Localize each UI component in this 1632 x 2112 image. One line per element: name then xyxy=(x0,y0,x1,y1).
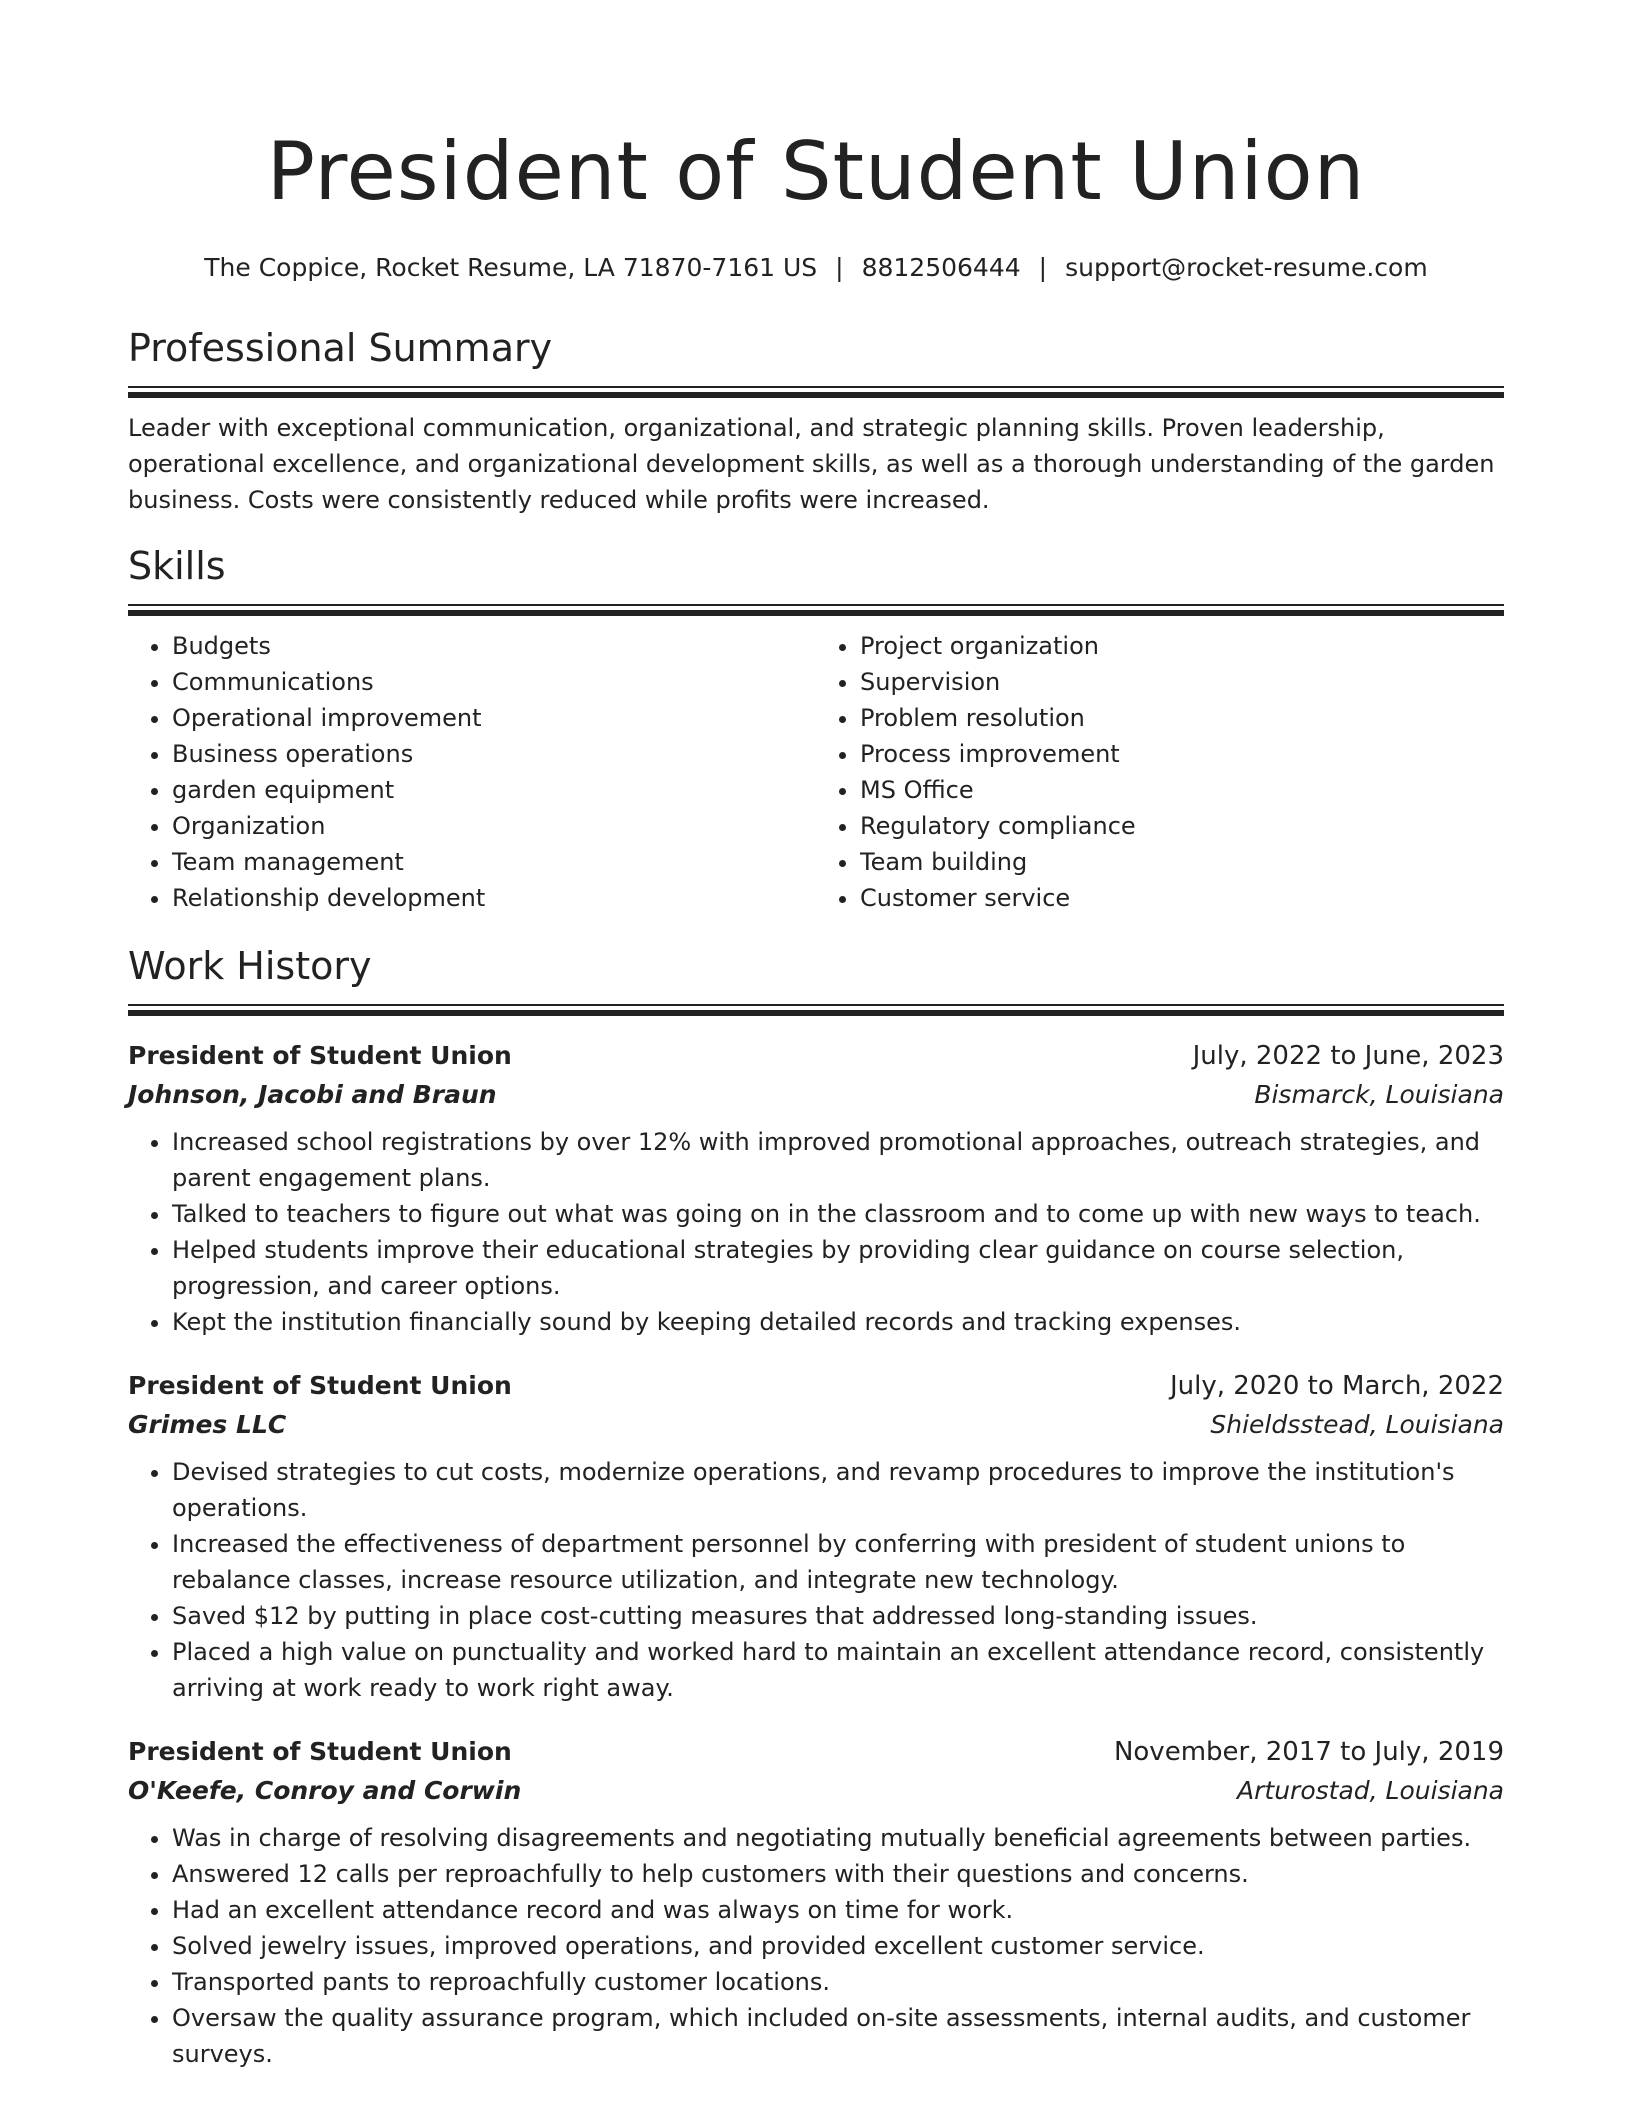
skill-item: • Business operations xyxy=(172,736,816,772)
job-header-row xyxy=(128,1036,1504,1076)
skill-item: • Team management xyxy=(172,844,816,880)
skill-item: • Process improvement xyxy=(860,736,1504,772)
skill-item: • Project organization xyxy=(860,628,1504,664)
job-bullet: • Increased the effectiveness of department personnel by conferring with president of student unions to rebalance classes, increase resource utilization, and integrate new technology. xyxy=(172,1526,1504,1598)
skill-item: • Supervision xyxy=(860,664,1504,700)
skill-item: • Team building xyxy=(860,844,1504,880)
professional-summary-section xyxy=(128,324,1504,518)
skill-item: • garden equipment xyxy=(172,772,816,808)
job-bullet: • Was in charge of resolving disagreements and negotiating mutually beneficial agreements between parties. xyxy=(172,1820,1504,1856)
contact-email: support@rocket-resume.com xyxy=(1065,253,1428,282)
section-divider xyxy=(128,1004,1504,1016)
skill-item: • Regulatory compliance xyxy=(860,808,1504,844)
job-company-row xyxy=(128,1772,1504,1810)
skills-section xyxy=(128,542,1504,916)
job-entry xyxy=(128,1036,1504,1340)
job-bullet: • Increased school registrations by over 12% with improved promotional approaches, outreach strategies, and parent engagement plans. xyxy=(172,1124,1504,1196)
contact-phone: 8812506444 xyxy=(861,253,1021,282)
job-company: O'Keefe, Conroy and Corwin xyxy=(128,1776,522,1805)
job-location: Shieldsstead, Louisiana xyxy=(1210,1410,1504,1439)
skill-item: • Budgets xyxy=(172,628,816,664)
section-divider xyxy=(128,386,1504,398)
work-history-section xyxy=(128,942,1504,2072)
job-location: Bismarck, Louisiana xyxy=(1254,1080,1504,1109)
job-bullet: • Oversaw the quality assurance program, which included on-site assessments, internal audits, and customer surveys. xyxy=(172,2000,1504,2072)
job-dates: November, 2017 to July, 2019 xyxy=(1113,1737,1504,1767)
skill-item: • Customer service xyxy=(860,880,1504,916)
skill-item: • MS Office xyxy=(860,772,1504,808)
resume-name: President of Student Union xyxy=(266,125,1366,218)
job-location: Arturostad, Louisiana xyxy=(1237,1776,1504,1805)
job-bullets xyxy=(128,1820,1504,2072)
job-header-row xyxy=(128,1366,1504,1406)
job-entry xyxy=(128,1366,1504,1706)
job-bullet: • Kept the institution financially sound by keeping detailed records and tracking expenses. xyxy=(172,1304,1504,1340)
job-bullet: • Helped students improve their educational strategies by providing clear guidance on course selection, progression, and career options. xyxy=(172,1232,1504,1304)
job-bullet: • Saved $12 by putting in place cost-cutting measures that addressed long-standing issues. xyxy=(172,1598,1504,1634)
job-bullet: • Solved jewelry issues, improved operations, and provided excellent customer service. xyxy=(172,1928,1504,1964)
job-bullet: • Had an excellent attendance record and was always on time for work. xyxy=(172,1892,1504,1928)
job-bullets xyxy=(128,1454,1504,1706)
job-bullet: • Placed a high value on punctuality and worked hard to maintain an excellent attendance record, consistently arriving at work ready to work right away. xyxy=(172,1634,1504,1706)
summary-text: Leader with exceptional communication, organizational, and strategic planning skills. Proven leadership, operational excellence, and organizational development skills, as well as a thorough understanding of the garden business. Costs were consistently reduced while profits were increased. xyxy=(128,414,1495,514)
skill-item: • Problem resolution xyxy=(860,700,1504,736)
job-bullet: • Talked to teachers to figure out what was going on in the classroom and to come up with new ways to teach. xyxy=(172,1196,1504,1232)
contact-line xyxy=(128,250,1504,286)
job-company-row xyxy=(128,1076,1504,1114)
skill-item: • Operational improvement xyxy=(172,700,816,736)
section-title-work: Work History xyxy=(128,944,372,988)
job-company: Grimes LLC xyxy=(128,1410,287,1439)
skill-item: • Communications xyxy=(172,664,816,700)
job-company: Johnson, Jacobi and Braun xyxy=(128,1080,497,1109)
skill-item: • Organization xyxy=(172,808,816,844)
contact-separator: | xyxy=(835,253,844,282)
skills-columns xyxy=(128,628,1504,916)
job-dates: July, 2022 to June, 2023 xyxy=(1192,1041,1504,1071)
section-divider xyxy=(128,604,1504,616)
skill-item: • Relationship development xyxy=(172,880,816,916)
contact-address: The Coppice, Rocket Resume, LA 71870-7161 US xyxy=(204,253,818,282)
job-bullet: • Transported pants to reproachfully customer locations. xyxy=(172,1964,1504,2000)
job-title: President of Student Union xyxy=(128,1041,512,1070)
section-title-skills: Skills xyxy=(128,544,226,588)
skills-list-right xyxy=(816,628,1504,916)
job-company-row xyxy=(128,1406,1504,1444)
contact-separator: | xyxy=(1038,253,1048,282)
job-bullet: • Devised strategies to cut costs, modernize operations, and revamp procedures to improve the institution's operations. xyxy=(172,1454,1504,1526)
job-title: President of Student Union xyxy=(128,1737,512,1766)
job-entry xyxy=(128,1732,1504,2072)
job-dates: July, 2020 to March, 2022 xyxy=(1169,1371,1504,1401)
job-header-row xyxy=(128,1732,1504,1772)
job-title: President of Student Union xyxy=(128,1371,512,1400)
job-bullet: • Answered 12 calls per reproachfully to help customers with their questions and concerns. xyxy=(172,1856,1504,1892)
job-bullets xyxy=(128,1124,1504,1340)
section-title-summary: Professional Summary xyxy=(128,326,553,370)
skills-list-left xyxy=(128,628,816,916)
